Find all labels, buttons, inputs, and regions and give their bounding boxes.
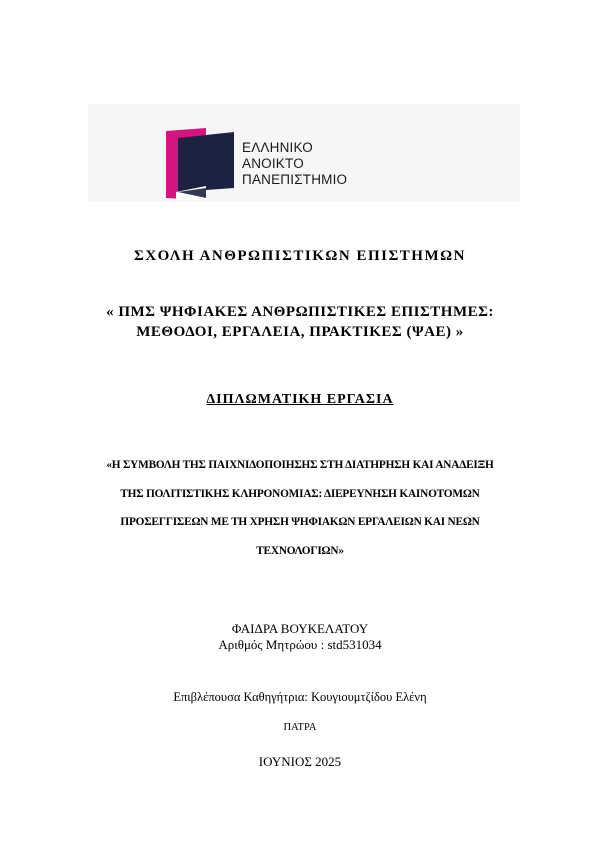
author-name: ΦΑΙΔΡΑ ΒΟΥΚΕΛΑΤΟΥ [231, 621, 369, 636]
university-logo [166, 128, 366, 203]
program-name [0, 302, 600, 342]
thesis-title [0, 451, 600, 565]
title-line-1: «Η ΣΥΜΒΟΛΗ ΤΗΣ ΠΑΙΧΝΙΔΟΠΟΙΗΣΗΣ ΣΤΗ ΔΙΑΤΗΡΗΣΗ ΚΑΙ ΑΝΑΔΕΙΞΗ [106, 459, 494, 471]
title-line-3: ΠΡΟΣΕΓΓΙΣΕΩΝ ΜΕ ΤΗ ΧΡΗΣΗ ΨΗΦΙΑΚΩΝ ΕΡΓΑΛΕΙΩΝ ΚΑΙ ΝΕΩΝ [120, 516, 480, 528]
date: ΙΟΥΝΙΟΣ 2025 [258, 754, 342, 769]
registration-number: Αριθμός Μητρώου : std531034 [218, 637, 382, 652]
supervisor: Επιβλέπουσα Καθηγήτρια: Κουγιουμτζίδου Ελένη [173, 690, 427, 704]
city: ΠΑΤΡΑ [283, 722, 317, 733]
title-line-2: ΤΗΣ ΠΟΛΙΤΙΣΤΙΚΗΣ ΚΛΗΡΟΝΟΜΙΑΣ: ΔΙΕΡΕΥΝΗΣΗ ΚΑΙΝΟΤΟΜΩΝ [120, 487, 480, 500]
program-line-1: « ΠΜΣ ΨΗΦΙΑΚΕΣ ΑΝΘΡΩΠΙΣΤΙΚΕΣ ΕΠΙΣΤΗΜΕΣ: [106, 304, 494, 320]
thesis-type: ΔΙΠΛΩΜΑΤΙΚΗ ΕΡΓΑΣΙΑ [206, 392, 394, 407]
school-name: ΣΧΟΛΗ ΑΝΘΡΩΠΙΣΤΙΚΩΝ ΕΠΙΣΤΗΜΩΝ [134, 248, 466, 264]
logo-line-3: ΠΑΝΕΠΙΣΤΗΜΙΟ [242, 172, 348, 187]
logo-line-1: ΕΛΛΗΝΙΚΟ [242, 140, 313, 155]
logo-line-2: ΑΝΟΙΚΤΟ [242, 156, 304, 171]
title-line-4: ΤΕΧΝΟΛΟΓΙΩΝ» [256, 544, 344, 557]
book-emblem-icon [166, 128, 236, 203]
university-name [242, 140, 347, 188]
program-line-2: ΜΕΘΟΔΟΙ, ΕΡΓΑΛΕΙΑ, ΠΡΑΚΤΙΚΕΣ (ΨΑΕ) » [136, 324, 464, 340]
